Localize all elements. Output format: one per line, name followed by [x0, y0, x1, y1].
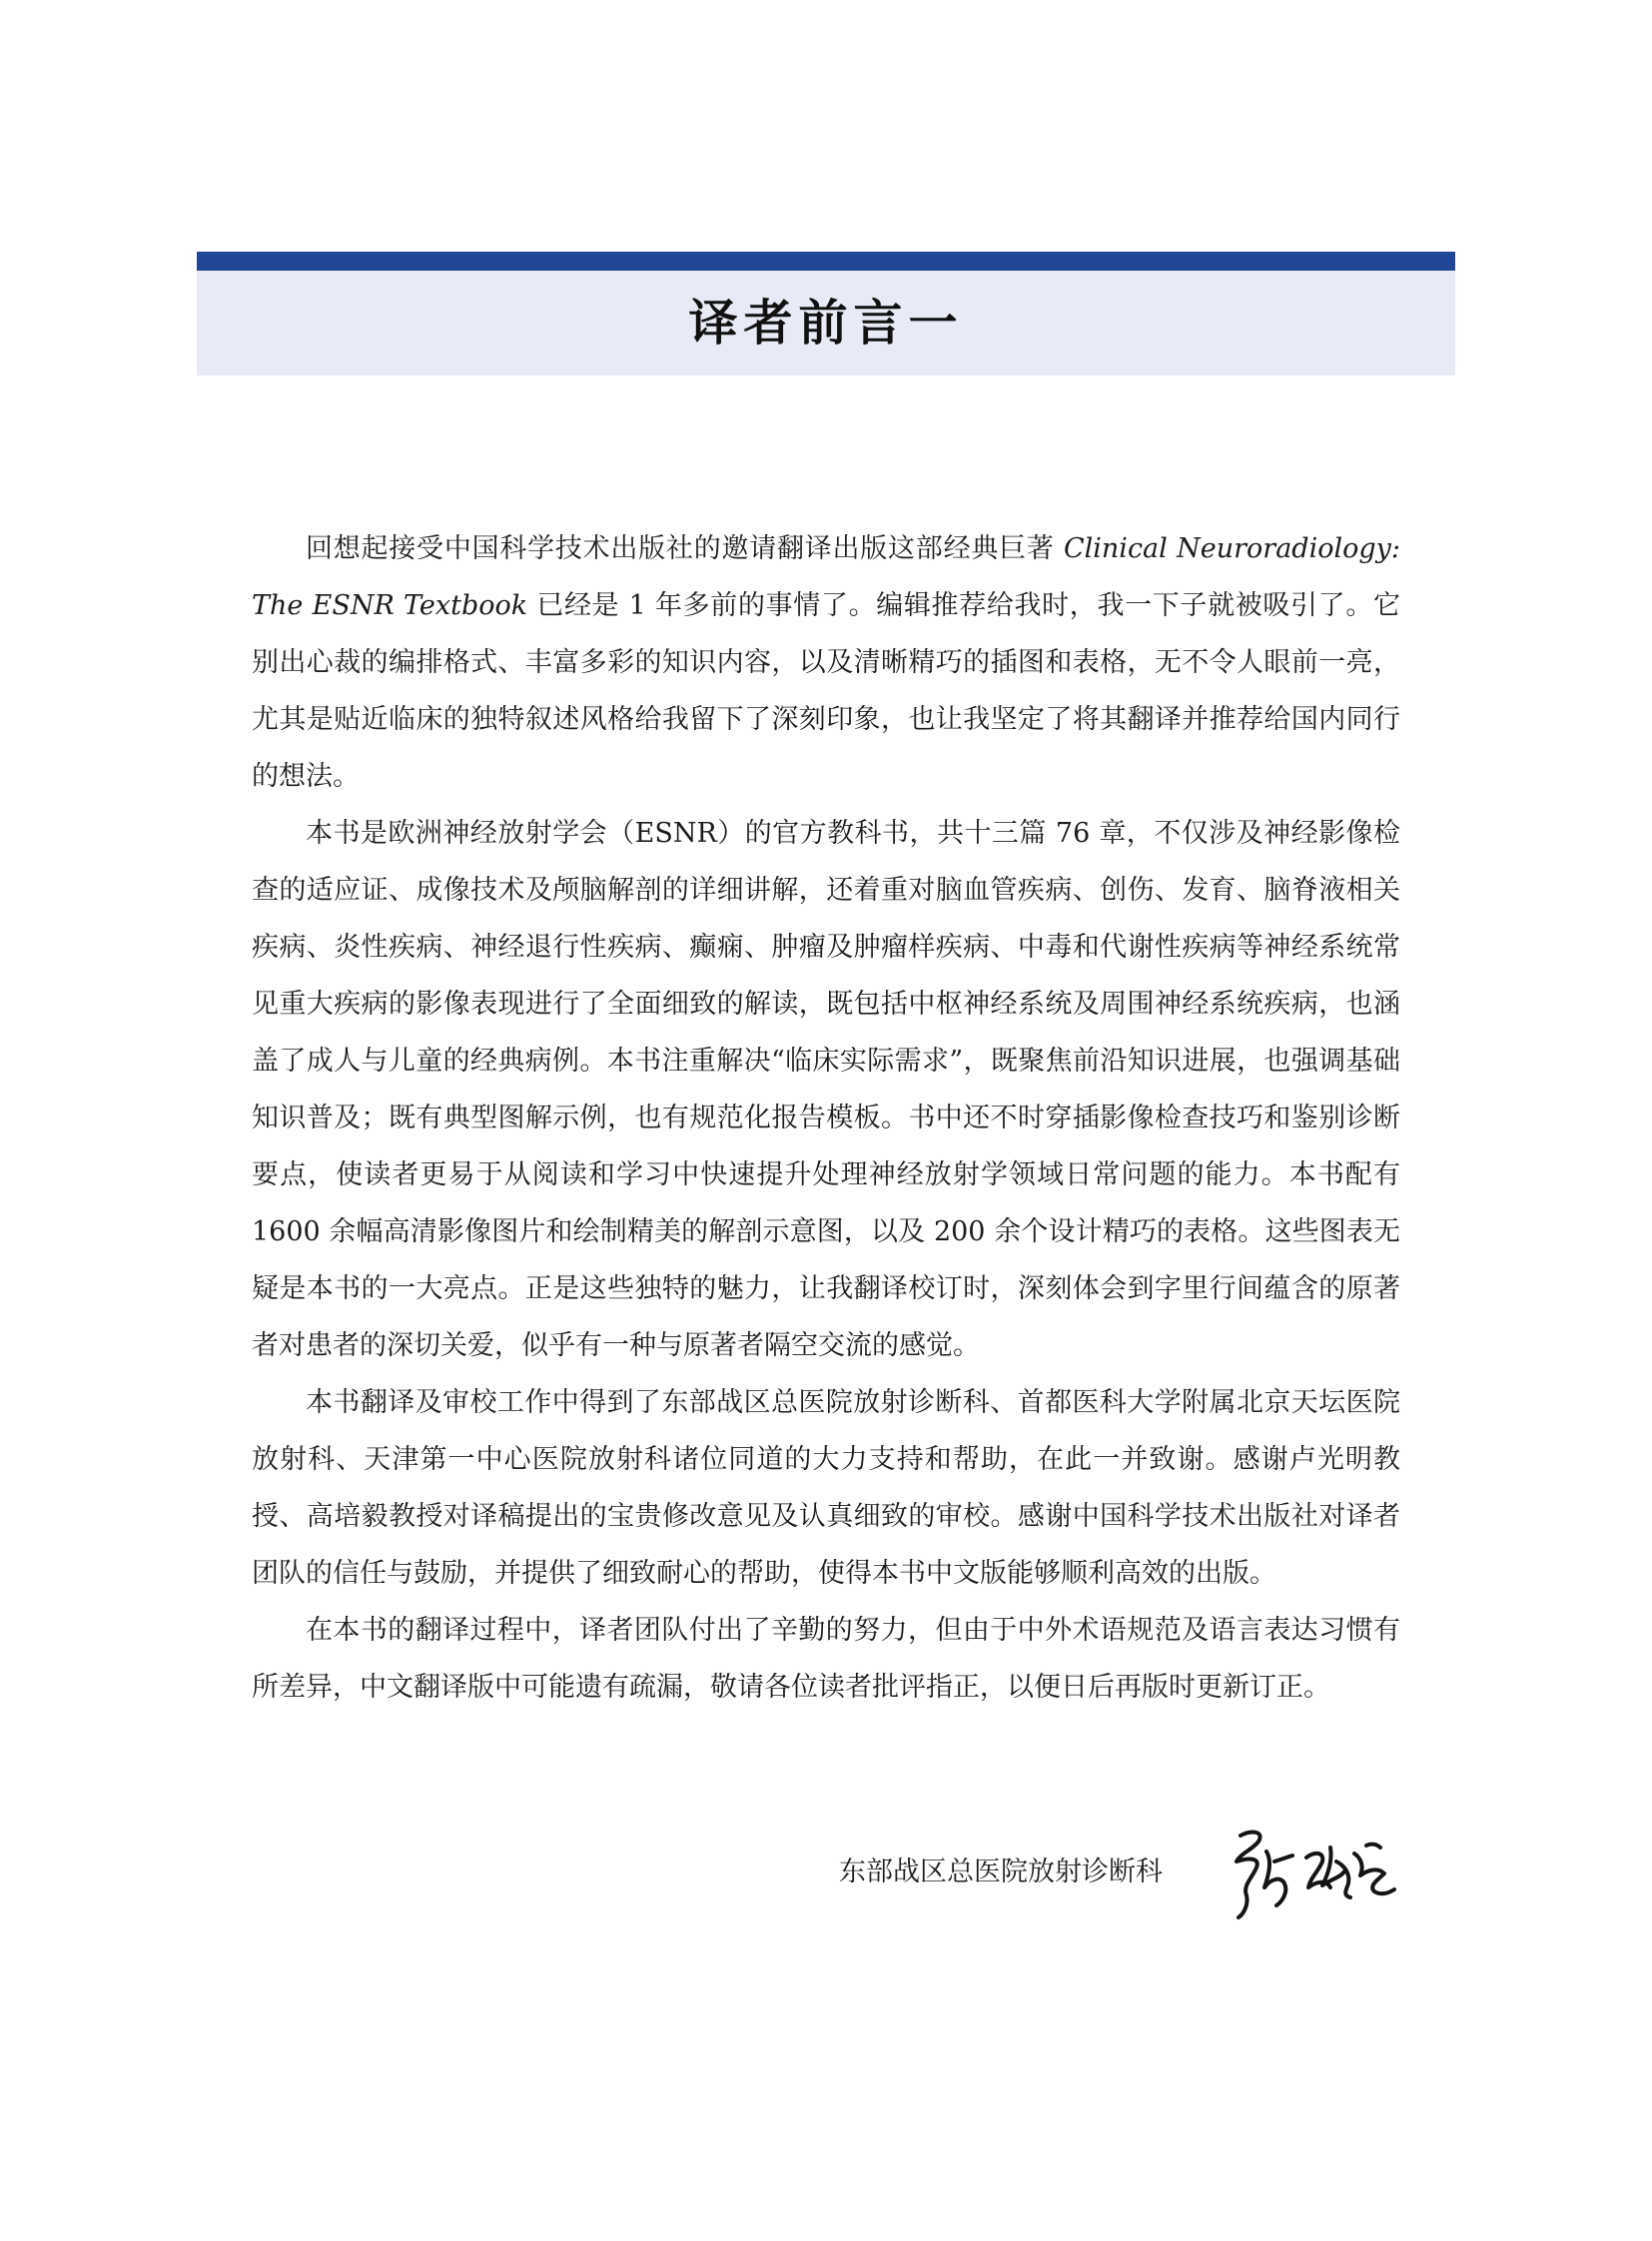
book-title-english: Clinical Neuroradiology: The ESNR Textbook — [252, 533, 1400, 621]
header-band — [197, 252, 1455, 375]
paragraph-1-rest: 已经是 1 年多前的事情了。编辑推荐给我时，我一下子就被吸引了。它别出心裁的编排格式、丰富多彩的知识内容，以及清晰精巧的插图和表格，无不令人眼前一亮，尤其是贴近临床的独特叙述风格给我留下了深刻印象，也让我坚定了将其翻译并推荐给国内同行的想法。 — [252, 590, 1400, 792]
paragraph-4: 在本书的翻译过程中，译者团队付出了辛勤的努力，但由于中外术语规范及语言表达习惯有所差异，中文翻译版中可能遗有疏漏，敬请各位读者批评指正，以便日后再版时更新订正。 — [252, 1615, 1400, 1703]
paragraph-3: 本书翻译及审校工作中得到了东部战区总医院放射诊断科、首都医科大学附属北京天坛医院放射科、天津第一中心医院放射科诸位同道的大力支持和帮助，在此一并致谢。感谢卢光明教授、高培毅教授对译稿提出的宝贵修改意见及认真细致的审校。感谢中国科学技术出版社对译者团队的信任与鼓励，并提供了细致耐心的帮助，使得本书中文版能够顺利高效的出版。 — [252, 1387, 1400, 1589]
handwritten-signature — [1219, 1818, 1398, 1927]
signature-block — [819, 1818, 1418, 1937]
paragraph-1-lead: 回想起接受中国科学技术出版社的邀请翻译出版这部经典巨著 — [306, 533, 1064, 564]
signature-department: 东部战区总医院放射诊断科 — [839, 1857, 1163, 1887]
paragraph-2: 本书是欧洲神经放射学会（ESNR）的官方教科书，共十三篇 76 章，不仅涉及神经影像检查的适应证、成像技术及颅脑解剖的详细讲解，还着重对脑血管疾病、创伤、发育、脑脊液相关疾病、炎性疾病、神经退行性疾病、癫痫、肿瘤及肿瘤样疾病、中毒和代谢性疾病等神经系统常见重大疾病的影像表现进行了全面细致的解读，既包括中枢神经系统及周围神经系统疾病，也涵盖了成人与儿童的经典病例。本书注重解决“临床实际需求”，既聚焦前沿知识进展，也强调基础知识普及；既有典型图解示例，也有规范化报告模板。书中还不时穿插影像检查技巧和鉴别诊断要点，使读者更易于从阅读和学习中快速提升处理神经放射学领域日常问题的能力。本书配有 1600 余幅高清影像图片和绘制精美的解剖示意图，以及 200 余个设计精巧的表格。这些图表无疑是本书的一大亮点。正是这些独特的魅力，让我翻译校订时，深刻体会到字里行间蕴含的原著者对患者的深切关爱，似乎有一种与原著者隔空交流的感觉。 — [252, 818, 1400, 1361]
paragraph-1 — [252, 520, 1400, 805]
header-rule — [197, 252, 1455, 271]
preface-body — [252, 520, 1400, 1716]
page-title: 译者前言一 — [688, 294, 964, 352]
